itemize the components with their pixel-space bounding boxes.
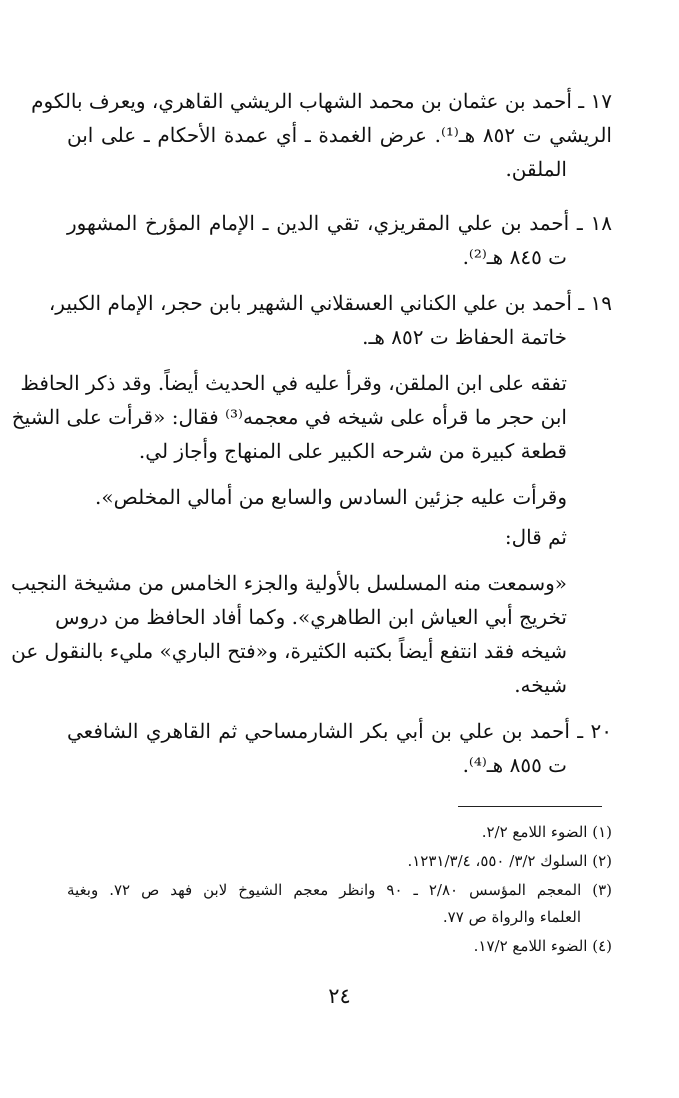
entry-20-line-2: ت ٨٥٥ هـ⁽⁴⁾. [462,753,567,777]
entry-19-line-1: ١٩ ـ أحمد بن علي الكناني العسقلاني الشهير بابن حجر، الإمام الكبير، [48,291,612,315]
footnote-separator [458,806,602,807]
entry-20-line-1: ٢٠ ـ أحمد بن علي بن أبي بكر الشارمساحي ثم القاهري الشافعي [67,719,612,743]
footnote-3-line-1: (٣) المعجم المؤسس ٢/٨٠ ـ ٩٠ وانظر معجم الشيوخ لابن فهد ص ٧٢. وبغية [67,881,612,899]
entry-19-para-1-line-3: قطعة كبيرة من شرحه الكبير على المنهاج وأجاز لي. [138,439,567,463]
entry-17-line-2: الريشي ت ٨٥٢ هـ⁽¹⁾. عرض الغمدة ـ أي عمدة الأحكام ـ على ابن [67,123,612,147]
footnote-3-line-2: العلماء والرواة ص ٧٧. [442,908,581,926]
entry-18-line-2: ت ٨٤٥ هـ⁽²⁾. [462,245,567,269]
entry-17-line-1: ١٧ ـ أحمد بن عثمان بن محمد الشهاب الريشي القاهري، ويعرف بالكوم [31,89,612,113]
entry-19-para-1-line-1: تفقه على ابن الملقن، وقرأ عليه في الحديث أيضاً. وقد ذكر الحافظ [20,371,567,395]
entry-19-line-2: خاتمة الحفاظ ت ٨٥٢ هـ. [362,325,567,349]
entry-19-para-4-line-2: تخريج أبي العياش ابن الطاهري». وكما أفاد الحافظ من دروس [55,605,567,629]
footnote-2: (٢) السلوك ٣/٢/ ٥٥٠، ١٢٣١/٣/٤. [407,852,612,870]
entry-19-para-3-line-1: ثم قال: [504,525,567,549]
entry-17-line-3: الملقن. [505,157,567,181]
entry-19-para-4-line-3: شيخه فقد انتفع أيضاً بكتبه الكثيرة، و«فتح الباري» مليء بالنقول عن [11,639,567,663]
entry-19-para-4-line-4: شيخه. [514,673,567,697]
entry-19-para-2-line-1: وقرأت عليه جزئين السادس والسابع من أمالي المخلص». [95,485,567,509]
footnote-1: (١) الضوء اللامع ٢/٢. [481,823,612,841]
footnote-4: (٤) الضوء اللامع ١٧/٢. [473,937,612,955]
page-number: ٢٤ [328,984,351,1008]
entry-19-para-1-line-2: ابن حجر ما قرأه على شيخه في معجمه⁽³⁾ فقال: «قرأت على الشيخ [11,405,567,429]
entry-19-para-4-line-1: «وسمعت منه المسلسل بالأولية والجزء الخامس من مشيخة النجيب [10,571,567,595]
entry-18-line-1: ١٨ ـ أحمد بن علي المقريزي، تقي الدين ـ الإمام المؤرخ المشهور [67,211,612,235]
